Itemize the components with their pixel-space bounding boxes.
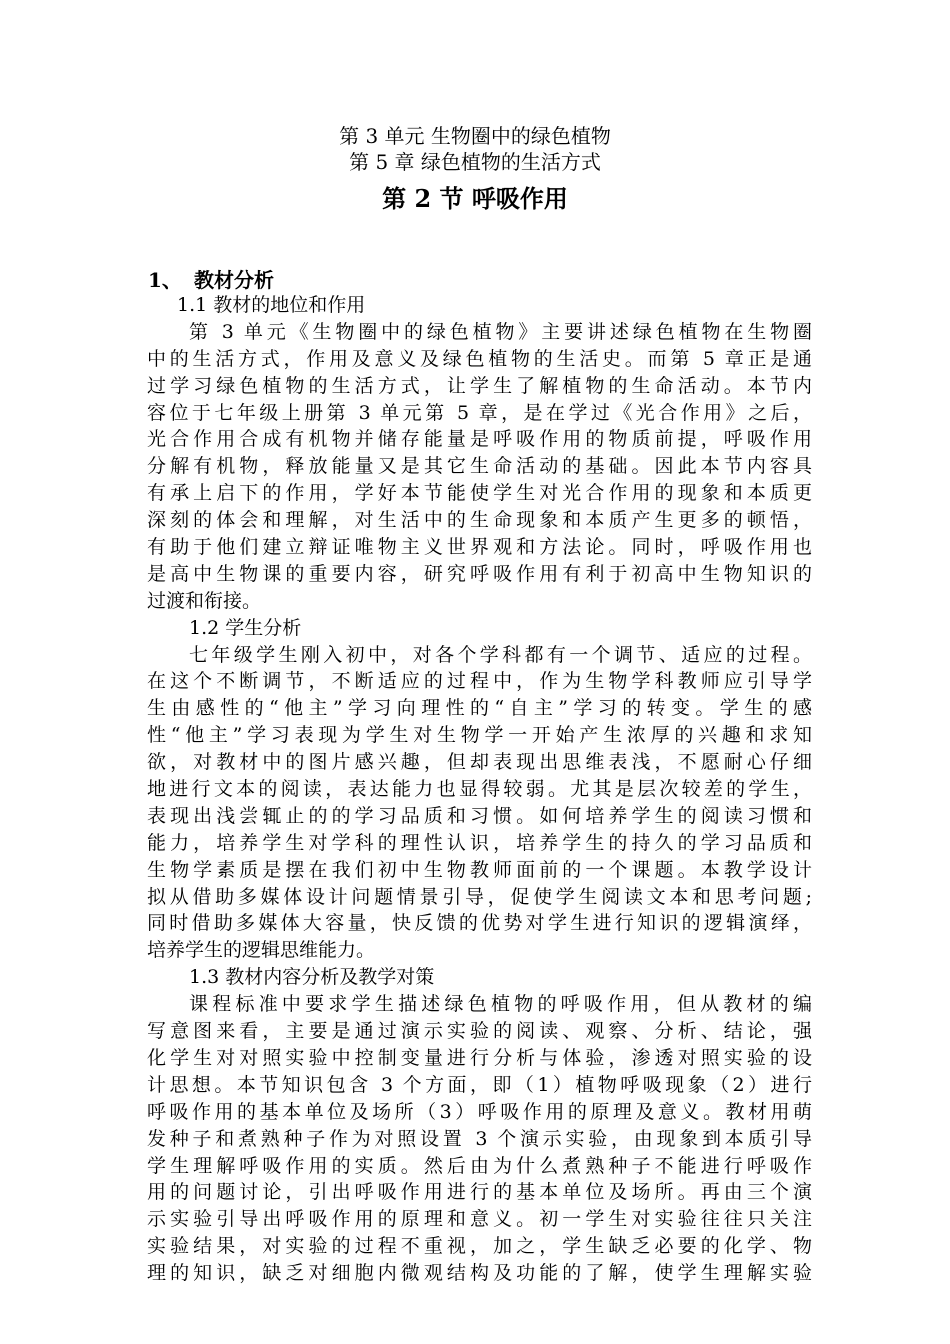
paragraph-line: 能力，培养学生对学科的理性认识，培养学生的持久的学习品质和 (147, 831, 812, 854)
paragraph-line: 光合作用合成有机物并储存能量是呼吸作用的物质前提，呼吸作用 (147, 428, 812, 451)
paragraph-line: 中的生活方式，作用及意义及绿色植物的生活史。而第 5 章正是通 (147, 347, 812, 370)
chapter-heading: 第 5 章 绿色植物的生活方式 (349, 150, 601, 174)
paragraph-line: 七年级学生刚入初中，对各个学科都有一个调节、适应的过程。 (189, 643, 812, 666)
paragraph-line: 容位于七年级上册第 3 单元第 5 章，是在学过《光合作用》之后， (147, 401, 812, 424)
subsection-paragraph (147, 642, 812, 965)
paragraph-line: 发种子和煮熟种子作为对照设置 3 个演示实验，由现象到本质引导 (147, 1127, 812, 1150)
paragraph-line: 第 3 单元《生物圈中的绿色植物》主要讲述绿色植物在生物圈 (189, 320, 812, 343)
subsection-paragraph (147, 319, 812, 615)
section-number: 1、 (148, 268, 182, 292)
paragraph-line: 过渡和衔接。 (147, 589, 262, 612)
paragraph-line: 地进行文本的阅读，表达能力也显得较弱。尤其是层次较差的学生， (147, 778, 812, 801)
paragraph-line: 学生理解呼吸作用的实质。然后由为什么煮熟种子不能进行呼吸作 (147, 1154, 812, 1177)
section-heading (148, 267, 274, 293)
paragraph-line: 用的问题讨论，引出呼吸作用进行的基本单位及场所。再由三个演 (147, 1181, 812, 1204)
unit-heading: 第 3 单元 生物圈中的绿色植物 (339, 124, 611, 148)
paragraph-line: 生由感性的“他主”学习向理性的“自主”学习的转变。学生的感 (147, 697, 812, 720)
paragraph-line: 示实验引导出呼吸作用的原理和意义。初一学生对实验往往只关注 (147, 1208, 812, 1231)
document-body (147, 292, 812, 1287)
paragraph-line: 理的知识，缺乏对细胞内微观结构及功能的了解，使学生理解实验 (147, 1262, 812, 1285)
paragraph-line: 课程标准中要求学生描述绿色植物的呼吸作用，但从教材的编 (189, 993, 812, 1016)
subsection-paragraph (147, 991, 812, 1287)
subsection-title: 1.1 教材的地位和作用 (177, 294, 366, 316)
paragraph-line: 培养学生的逻辑思维能力。 (147, 939, 376, 962)
paragraph-line: 同时借助多媒体大容量，快反馈的优势对学生进行知识的逻辑演绎， (147, 912, 812, 935)
paragraph-line: 计思想。本节知识包含 3 个方面，即（1）植物呼吸现象（2）进行 (147, 1073, 812, 1096)
paragraph-line: 性“他主”学习表现为学生对生物学一开始产生浓厚的兴趣和求知 (147, 724, 812, 747)
paragraph-line: 有承上启下的作用，学好本节能使学生对光合作用的现象和本质更 (147, 482, 812, 505)
paragraph-line: 呼吸作用的基本单位及场所（3）呼吸作用的原理及意义。教材用萌 (147, 1100, 812, 1123)
paragraph-line: 深刻的体会和理解，对生活中的生命现象和本质产生更多的顿悟， (147, 509, 812, 532)
paragraph-line: 欲，对教材中的图片感兴趣，但却表现出思维表浅，不愿耐心仔细 (147, 751, 812, 774)
paragraph-line: 表现出浅尝辄止的的学习品质和习惯。如何培养学生的阅读习惯和 (147, 804, 812, 827)
paragraph-line: 分解有机物，释放能量又是其它生命活动的基础。因此本节内容具 (147, 455, 812, 478)
paragraph-line: 写意图来看，主要是通过演示实验的阅读、观察、分析、结论，强 (147, 1020, 812, 1043)
subsection-title: 1.2 学生分析 (189, 616, 302, 639)
paragraph-line: 在这个不断调节，不断适应的过程中，作为生物学科教师应引导学 (147, 670, 812, 693)
paragraph-line: 有助于他们建立辩证唯物主义世界观和方法论。同时，呼吸作用也 (147, 536, 812, 559)
section-title: 第 2 节 呼吸作用 (382, 184, 568, 213)
paragraph-line: 是高中生物课的重要内容，研究呼吸作用有利于初高中生物知识的 (147, 562, 812, 585)
paragraph-line: 生物学素质是摆在我们初中生物教师面前的一个课题。本教学设计 (147, 858, 812, 881)
paragraph-line: 实验结果，对实验的过程不重视，加之，学生缺乏必要的化学、物 (147, 1235, 812, 1258)
paragraph-line: 化学生对对照实验中控制变量进行分析与体验，渗透对照实验的设 (147, 1046, 812, 1069)
paragraph-line: 过学习绿色植物的生活方式，让学生了解植物的生命活动。本节内 (147, 374, 812, 397)
subsection-title: 1.3 教材内容分析及教学对策 (189, 966, 435, 989)
section-heading-text: 教材分析 (194, 268, 274, 292)
paragraph-line: 拟从借助多媒体设计问题情景引导，促使学生阅读文本和思考问题; (147, 885, 812, 908)
